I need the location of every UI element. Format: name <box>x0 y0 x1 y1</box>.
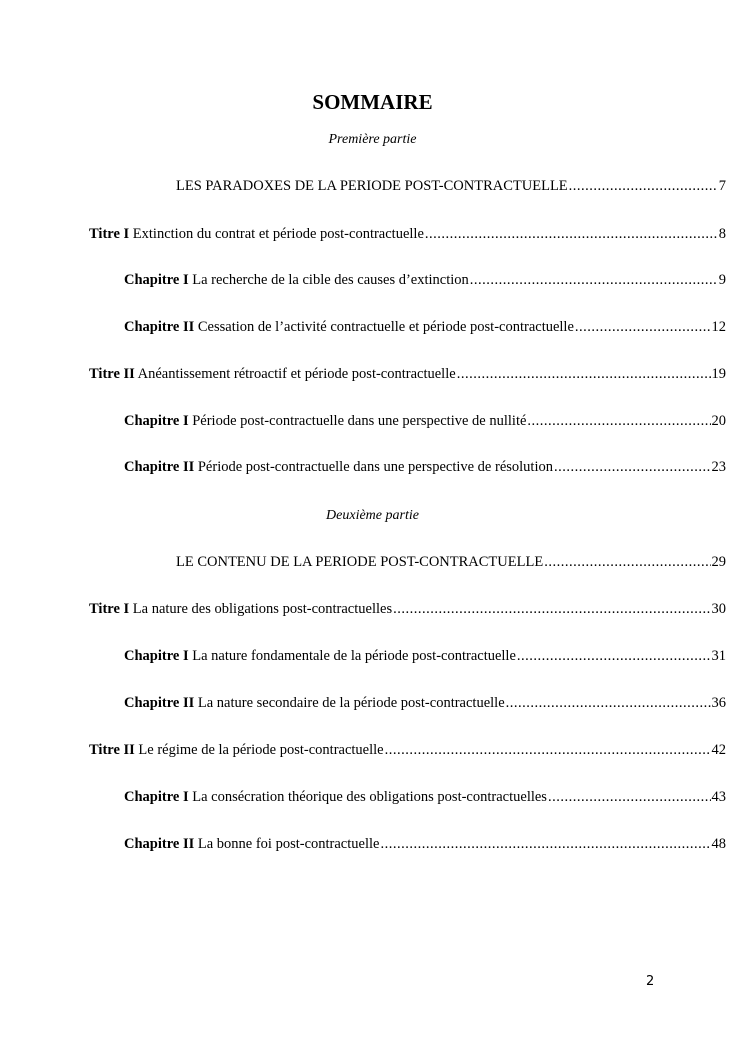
toc-titre-label <box>89 599 392 619</box>
toc-chapitre-1-1-2[interactable] <box>124 317 726 337</box>
toc-page-number: 29 <box>711 554 726 570</box>
toc-titre-text: Le régime de la période post-contractuelle <box>134 742 384 758</box>
toc-leader-dots <box>517 646 711 666</box>
toc-chapitre-prefix: Chapitre II <box>124 695 195 711</box>
toc-part-heading-text: LES PARADOXES DE LA PERIODE POST-CONTRACTUELLE <box>176 178 568 194</box>
toc-chapitre-prefix: Chapitre I <box>124 789 189 805</box>
part-label-2: Deuxième partie <box>326 508 419 523</box>
toc-titre-1-2[interactable] <box>89 364 726 384</box>
toc-leader-dots <box>575 317 711 337</box>
toc-titre-prefix: Titre II <box>89 366 135 382</box>
toc-page-number: 31 <box>711 648 726 664</box>
toc-chapitre-label <box>124 787 547 807</box>
toc-leader-dots <box>554 457 711 477</box>
toc-page-number: 12 <box>711 319 726 335</box>
toc-leader-dots <box>385 740 711 760</box>
toc-leader-dots <box>544 552 710 572</box>
toc-chapitre-prefix: Chapitre II <box>124 319 195 335</box>
toc-chapitre-2-1-1[interactable] <box>124 646 726 666</box>
toc-chapitre-prefix: Chapitre I <box>124 648 189 664</box>
toc-chapitre-label <box>124 270 469 290</box>
part-label-1: Première partie <box>328 132 417 147</box>
toc-titre-text: Anéantissement rétroactif et période post-contractuelle <box>134 366 456 382</box>
toc-leader-dots <box>548 787 711 807</box>
toc-chapitre-label <box>124 457 553 477</box>
toc-titre-label <box>89 224 424 244</box>
toc-titre-label <box>89 740 384 760</box>
toc-chapitre-2-2-2[interactable] <box>124 834 726 854</box>
toc-chapitre-text: Cessation de l’activité contractuelle et période post-contractuelle <box>194 319 574 335</box>
toc-titre-2-2[interactable] <box>89 740 726 760</box>
toc-chapitre-1-1-1[interactable] <box>124 270 726 290</box>
toc-titre-2-1[interactable] <box>89 599 726 619</box>
toc-page-number: 20 <box>711 413 726 429</box>
toc-titre-1-1[interactable] <box>89 224 726 244</box>
toc-page-number: 48 <box>711 836 726 852</box>
toc-leader-dots <box>569 176 718 196</box>
toc-chapitre-label <box>124 646 516 666</box>
toc-leader-dots <box>380 834 710 854</box>
toc-chapitre-2-2-1[interactable] <box>124 787 726 807</box>
toc-chapitre-label <box>124 693 505 713</box>
toc-chapitre-label <box>124 317 574 337</box>
toc-page-number: 42 <box>711 742 726 758</box>
toc-page-number: 7 <box>718 178 726 194</box>
toc-chapitre-text: La nature secondaire de la période post-contractuelle <box>194 695 505 711</box>
toc-chapitre-prefix: Chapitre II <box>124 459 195 475</box>
toc-leader-dots <box>470 270 718 290</box>
toc-chapitre-prefix: Chapitre II <box>124 836 195 852</box>
page-title: SOMMAIRE <box>312 90 433 114</box>
toc-chapitre-label <box>124 834 379 854</box>
toc-part-heading-text: LE CONTENU DE LA PERIODE POST-CONTRACTUELLE <box>176 554 544 570</box>
toc-titre-label <box>89 364 456 384</box>
toc-chapitre-text: Période post-contractuelle dans une perspective de nullité <box>188 413 527 429</box>
toc-page-number: 8 <box>718 226 726 242</box>
toc-titre-text: Extinction du contrat et période post-contractuelle <box>129 226 424 242</box>
toc-chapitre-prefix: Chapitre I <box>124 272 189 288</box>
toc-chapitre-prefix: Chapitre I <box>124 413 189 429</box>
toc-page-number: 9 <box>718 272 726 288</box>
toc-leader-dots <box>425 224 718 244</box>
toc-chapitre-text: La consécration théorique des obligations post-contractuelles <box>188 789 547 805</box>
toc-page-number: 36 <box>711 695 726 711</box>
toc-chapitre-1-2-2[interactable] <box>124 457 726 477</box>
toc-titre-text: La nature des obligations post-contractuelles <box>129 601 393 617</box>
toc-chapitre-1-2-1[interactable] <box>124 411 726 431</box>
page-number: 2 <box>646 974 655 989</box>
toc-leader-dots <box>506 693 711 713</box>
toc-chapitre-2-1-2[interactable] <box>124 693 726 713</box>
toc-chapitre-text: La recherche de la cible des causes d’extinction <box>188 272 469 288</box>
toc-leader-dots <box>457 364 711 384</box>
toc-page-number: 30 <box>711 601 726 617</box>
toc-leader-dots <box>393 599 710 619</box>
toc-page-number: 23 <box>711 459 726 475</box>
toc-part-heading-1[interactable] <box>176 176 726 196</box>
toc-titre-prefix: Titre I <box>89 601 130 617</box>
toc-chapitre-label <box>124 411 526 431</box>
toc-chapitre-text: La bonne foi post-contractuelle <box>194 836 380 852</box>
toc-chapitre-text: Période post-contractuelle dans une perspective de résolution <box>194 459 553 475</box>
toc-chapitre-text: La nature fondamentale de la période post-contractuelle <box>188 648 516 664</box>
toc-page-number: 43 <box>711 789 726 805</box>
toc-titre-prefix: Titre II <box>89 742 135 758</box>
toc-titre-prefix: Titre I <box>89 226 130 242</box>
toc-part-heading-2[interactable] <box>176 552 726 572</box>
toc-leader-dots <box>527 411 710 431</box>
toc-page-number: 19 <box>711 366 726 382</box>
